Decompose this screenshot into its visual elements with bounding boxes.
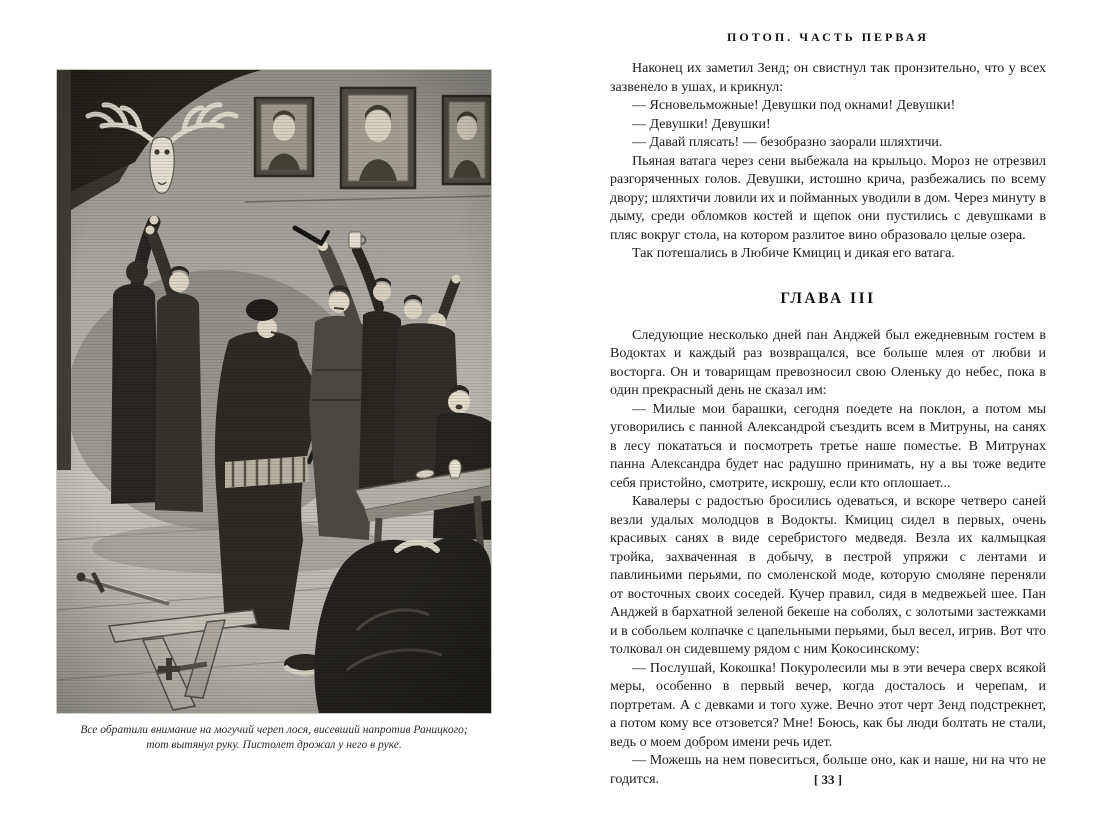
right-page: [610, 30, 1046, 789]
paragraph: — Девушки! Девушки!: [632, 116, 771, 132]
chapter-heading: ГЛАВА III: [780, 289, 876, 307]
illustration-figure: [57, 70, 491, 753]
caption-line-1: Все обратили внимание на могучий череп лося, висевший напротив Раницкого;: [80, 724, 468, 736]
tavern-scene-illustration: [57, 70, 491, 713]
paragraph: — Послушай, Кокошка! Покуролесили мы в эти вечера сверх всякой меры, особенно в первый вечер, когда досталось и черепам, и портретам. А с девками и того хуже. Вечно этот черт Зенд подстрекнет, а потом кому все отзовется? Мне! Боюсь, как бы люди болтать не стали, ведь о моем добром имени речь идет.: [610, 660, 1046, 750]
paragraph: — Давай плясать! — безобразно заорали шляхтичи.: [632, 135, 943, 150]
paragraph: Кавалеры с радостью бросились одеваться, и вскоре четверо саней везли удалых молодцов в Водокты. Кмициц сидел в первых, очень красивых санях в виде серебристого медведя. Везла их калмыцкая тройка, захваченная в добычу, в пестрой упряжи с лентами и павлиньими перьями, по смоленской моде, которую смоляне переняли от восточных своих соседей. Кучер правил, сидя в медвежьей шее. Пан Анджей в бархатной зеленой бекеше на соболях, с золотыми застежками и в собольем колпачке с цапельными перьями, был весел, игрив. Вот что толковал он сидевшему рядом с ним Кокосинскому:: [610, 494, 1046, 657]
caption-line-2: тот вытянул руку. Пистолет дрожал у него в руке.: [146, 739, 402, 751]
paragraph: — Ясновельможные! Девушки под окнами! Девушки!: [632, 98, 956, 113]
illustration-caption: [57, 723, 491, 753]
vignette: [57, 70, 491, 713]
paragraph: Следующие несколько дней пан Анджей был ежедневным гостем в Водоктах и каждый раз возвращался, все больше млея от любви и восторга. Он и товарищам превозносил свою Оленьку до небес, пока в один прекрасный день не сказал им:: [610, 327, 1046, 398]
paragraph: Наконец их заметил Зенд; он свистнул так пронзительно, что у всех зазвенело в ушах, и крикнул:: [610, 61, 1046, 95]
left-page: [57, 70, 491, 753]
running-header: ПОТОП. ЧАСТЬ ПЕРВАЯ: [727, 30, 929, 44]
paragraph: — Можешь на нем повеситься, больше оно, как и наше, ни на что не годится.: [610, 753, 1046, 787]
paragraph: Пьяная ватага через сени выбежала на крыльцо. Мороз не отрезвил разгоряченных голов. Девушки, истошно крича, разбежались по всему двору; шляхтичи ловили их и пойманных уводили в дом. Через минуту в дыму, среди обломков костей и щепок они пустились с девушками в пляс вокруг стола, на котором разлитое вино образовало целые озера.: [610, 153, 1046, 243]
paragraph: Так потешались в Любиче Кмициц и дикая его ватага.: [632, 246, 955, 261]
text-before-heading: [610, 60, 1046, 264]
page-number: [ 33 ]: [813, 772, 843, 787]
text-after-heading: [610, 327, 1046, 790]
paragraph: — Милые мои барашки, сегодня поедете на поклон, а потом мы уговорились с панной Александрой съездить всем в Митруны, на санях в лесу покататься и посмотреть третье наше поместье. В Митрунах панна Александра будет нас радушно принимать, ну а вы тоже ведите себя пристойно, смотрите, искрошу, если кто оплошает...: [610, 401, 1046, 491]
